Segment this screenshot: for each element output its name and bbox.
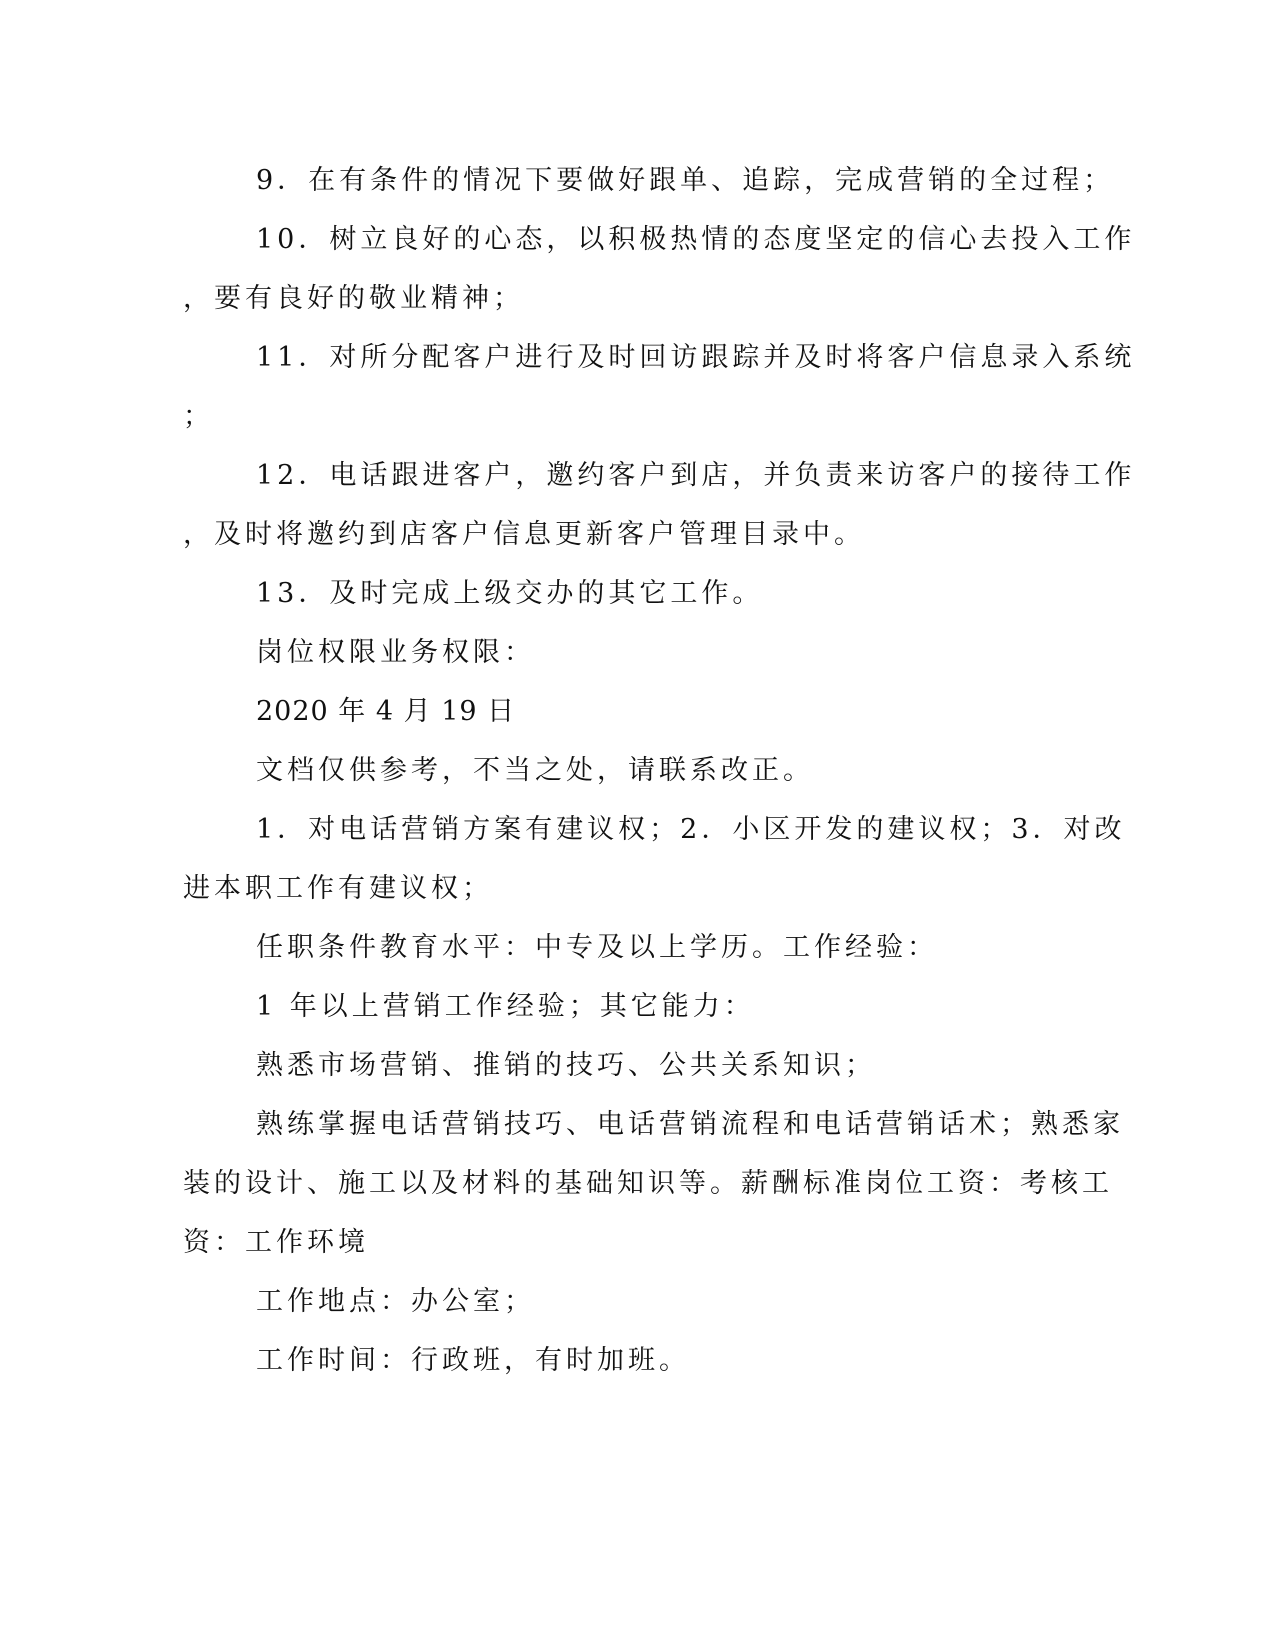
- disclaimer-line: 文档仅供参考，不当之处，请联系改正。: [256, 755, 814, 786]
- text-line-duty-11-cont: ；: [183, 401, 214, 432]
- date-line: 2020 年 4 月 19 日: [256, 696, 516, 727]
- text-line-duty-9: 9．在有条件的情况下要做好跟单、追踪，完成营销的全过程；: [256, 165, 1115, 196]
- text-line-duty-11: 11．对所分配客户进行及时回访跟踪并及时将客户信息录入系统: [256, 342, 1136, 373]
- text-line-skills-2-cont: 装的设计、施工以及材料的基础知识等。薪酬标准岗位工资：考核工: [183, 1168, 1113, 1199]
- text-line-work-location: 工作地点：办公室；: [256, 1286, 535, 1317]
- section-heading-permissions: 岗位权限业务权限：: [256, 637, 535, 668]
- text-line-skills-2: 熟练掌握电话营销技巧、电话营销流程和电话营销话术；熟悉家: [256, 1109, 1124, 1140]
- text-line-duty-12: 12．电话跟进客户，邀约客户到店，并负责来访客户的接待工作: [256, 460, 1136, 491]
- text-line-duty-10-cont: ，要有良好的敬业精神；: [183, 283, 524, 314]
- text-line-duty-12-cont: ，及时将邀约到店客户信息更新客户管理目录中。: [183, 519, 865, 550]
- text-line-permissions: 1．对电话营销方案有建议权；2．小区开发的建议权；3．对改: [256, 814, 1126, 845]
- text-line-work-hours: 工作时间：行政班，有时加班。: [256, 1345, 690, 1376]
- text-line-skills-1: 熟悉市场营销、推销的技巧、公共关系知识；: [256, 1050, 876, 1081]
- text-line-experience: 1 年以上营销工作经验；其它能力：: [256, 991, 755, 1022]
- text-line-skills-2-end: 资：工作环境: [183, 1227, 369, 1258]
- text-line-requirements: 任职条件教育水平：中专及以上学历。工作经验：: [256, 932, 938, 963]
- text-line-duty-13: 13．及时完成上级交办的其它工作。: [256, 578, 764, 609]
- text-line-duty-10: 10．树立良好的心态，以积极热情的态度坚定的信心去投入工作: [256, 224, 1136, 255]
- text-line-permissions-cont: 进本职工作有建议权；: [183, 873, 493, 904]
